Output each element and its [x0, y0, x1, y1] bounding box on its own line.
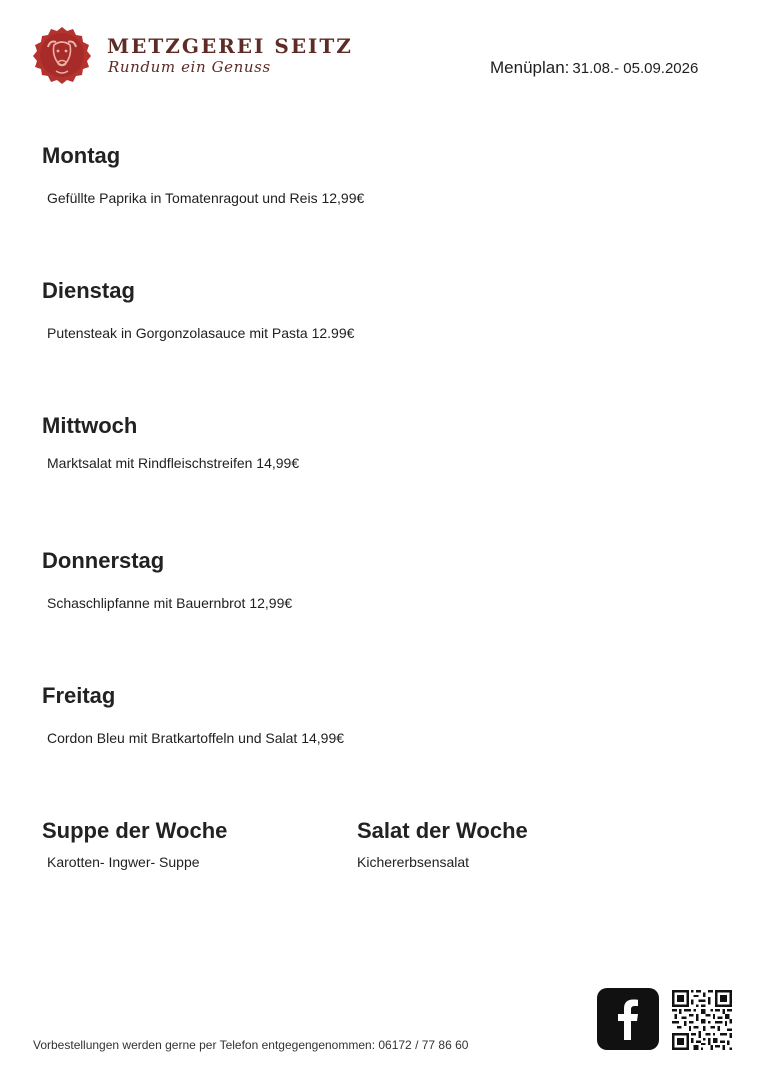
day-title: Donnerstag [42, 548, 165, 573]
day-title: Dienstag [42, 278, 135, 303]
day-section-wednesday [42, 413, 300, 471]
day-title: Mittwoch [42, 413, 138, 438]
day-section-friday [42, 683, 345, 746]
facebook-icon[interactable] [597, 988, 659, 1050]
day-dish: Marktsalat mit Rindfleischstreifen 14,99€ [47, 455, 300, 471]
menu-label: Menüplan: [490, 58, 570, 77]
weekly-title: Suppe der Woche [42, 818, 228, 843]
menu-header [490, 58, 698, 78]
menu-dates: 31.08.- 05.09.2026 [572, 60, 699, 77]
day-section-thursday [42, 548, 293, 611]
soup-of-the-week [42, 818, 228, 870]
day-title: Freitag [42, 683, 116, 708]
day-section-tuesday [42, 278, 355, 341]
brand-tagline: Rundum ein Genuss [108, 58, 271, 76]
day-dish: Putensteak in Gorgonzolasauce mit Pasta 12.99€ [47, 325, 355, 341]
day-title: Montag [42, 143, 121, 168]
day-section-monday [42, 143, 365, 206]
day-dish: Cordon Bleu mit Bratkartoffeln und Salat 14,99€ [47, 730, 345, 746]
bull-seal-icon [32, 25, 92, 85]
day-dish: Schaschlipfanne mit Bauernbrot 12,99€ [47, 595, 293, 611]
day-dish: Gefüllte Paprika in Tomatenragout und Reis 12,99€ [47, 190, 365, 206]
qr-code-icon[interactable] [672, 990, 732, 1050]
salad-of-the-week [357, 818, 528, 870]
weekly-dish: Kichererbsensalat [357, 854, 470, 870]
weekly-dish: Karotten- Ingwer- Suppe [47, 854, 200, 870]
footer-note: Vorbestellungen werden gerne per Telefon entgegengenommen: 06172 / 77 86 60 [33, 1038, 469, 1052]
brand-name: METZGEREI SEITZ [107, 34, 353, 58]
weekly-title: Salat der Woche [357, 818, 528, 843]
